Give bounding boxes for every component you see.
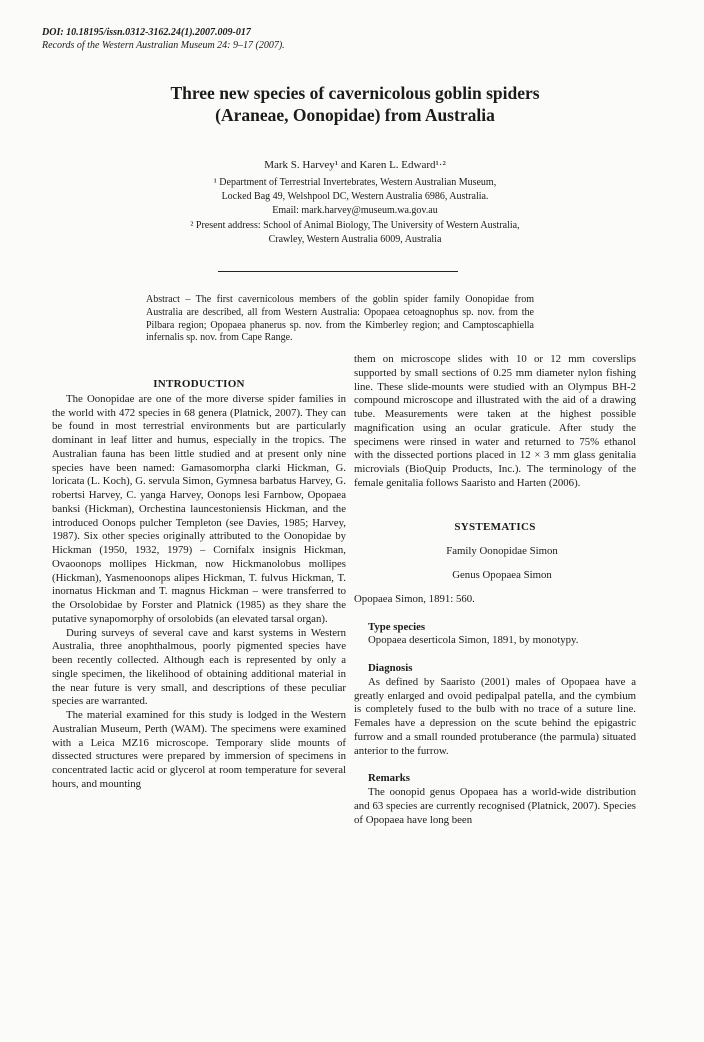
genus-heading: Genus Opopaea Simon: [452, 569, 552, 581]
left-column: [52, 378, 346, 792]
intro-continued-paragraph: them on microscope slides with 10 or 12 mm coverslips supported by small sections of 0.25 mm diameter nylon fishing line. These slide-mounts were studied with an Olympus BH-2 compound microscope and illustrated with the aid of a drawing tube. Measurements were taken at the highest possible magnification using an ocular graticule. After study the specimens were rinsed in water and returned to 75% ethanol with the dissected portions placed in 12 × 3 mm glass genitalia microvials (BioQuip Products, Inc.). The terminology of the female genitalia follows Saaristo and Harten (2006).: [354, 353, 636, 489]
journal-citation: Records of the Western Australian Museum 24: 9–17 (2007).: [42, 40, 285, 51]
systematics-heading: SYSTEMATICS: [454, 520, 536, 533]
diagnosis-text: As defined by Saaristo (2001) males of Opopaea have a greatly enlarged and ovoid pedipalpal patella, and the cymbium is completely fused to the bulb with no trace of a suture line. Females have a depression on the scute behind the epigastric furrow and a small rounded protuberance (the parmula) situated anterior to the furrow.: [354, 675, 636, 757]
genus-citation: Opopaea Simon, 1891: 560.: [354, 592, 475, 605]
affiliation-email: Email: mark.harvey@museum.wa.gov.au: [272, 205, 438, 217]
intro-paragraph: The material examined for this study is lodged in the Western Australian Museum, Perth (WAM). The specimens were examined with a Leica MZ16 microscope. Temporary slide mounts of dissected structures were prepared by immersion of specimens in concentrated lactic acid or glycerol at room temperature for several hours, and mounting: [52, 709, 346, 790]
affiliation-line: Locked Bag 49, Welshpool DC, Western Australia 6986, Australia.: [221, 191, 489, 203]
title-line-1: Three new species of cavernicolous goblin spiders: [170, 83, 540, 103]
type-species-text: Opopaea deserticola Simon, 1891, by monotypy.: [368, 634, 579, 647]
author-line: Mark S. Harvey¹ and Karen L. Edward¹·²: [264, 159, 446, 171]
abstract: Abstract – The first cavernicolous members of the goblin spider family Oonopidae from Australia are described, all from Western Australia: Opopaea cetoagnophus sp. nov. from the Pilbara region; Opopaea phanerus sp. nov. from the Kimberley region; and Camptoscaphiella infernalis sp. nov. from Cape Range.: [146, 294, 534, 344]
introduction-heading: INTRODUCTION: [153, 378, 245, 390]
intro-paragraph: The Oonopidae are one of the more diverse spider families in the world with 472 species in 68 genera (Platnick, 2007). They can be found in most terrestrial environments but are particularly dominant in leaf litter and humus, especially in the tropics. The Australian fauna has been little studied and at present only nine species have been named: Gamasomorpha clarki Hickman, G. loricata (L. Koch), G. servula Simon, Gymnesa barbatus Harvey, G. robertsi Harvey, C. yanga Harvey, Oonops lesi Farnbow, Opopaea banksi (Hickman), Orchestina launcestoniensis Hickman, and the introduced Oonops pulcher Templeton (see Davies, 1985; Harvey, 1987). Six other species originally attributed to the Oonopidae by Hickman (1950, 1932, 1979) – Cornifalx insignis Hickman, Ovaoonops mollipes Hickman, now Hickmanolobus mollipes (Hickman), Yasmenoonops alipes Hickman, T. fulvus Hickman, T. inornatus Hickman and T. magnus Hickman – were transferred to the Orsolobidae by Forster and Platnick (1985) as they share the putative synapomorphy of orsolobids (an elevated tarsal organ).: [52, 392, 346, 625]
article-title: [60, 82, 650, 126]
type-species-heading: Type species: [368, 620, 426, 633]
family-heading: Family Oonopidae Simon: [446, 545, 558, 558]
remarks-heading: Remarks: [368, 772, 410, 785]
diagnosis-heading: Diagnosis: [368, 662, 413, 674]
affiliation-line: ² Present address: School of Animal Biology, The University of Western Australia,: [190, 219, 520, 231]
affiliation-line: Crawley, Western Australia 6009, Australia: [268, 233, 442, 245]
right-column: [354, 353, 636, 827]
intro-paragraph: During surveys of several cave and karst systems in Western Australia, three anophthalmous, poorly pigmented species have been recently collected. Although each is represented by only a single specimen, the likelihood of obtaining additional material in the near future is very small, and descriptions of these peculiar species are warranted.: [52, 626, 346, 708]
affiliation-line: ¹ Department of Terrestrial Invertebrates, Western Australian Museum,: [213, 177, 497, 188]
affiliations: [60, 176, 650, 247]
running-header: [42, 26, 285, 52]
doi-line: DOI: 10.18195/issn.0312-3162.24(1).2007.009-017: [42, 27, 251, 38]
title-line-2: (Araneae, Oonopidae) from Australia: [215, 105, 495, 125]
title-divider: [218, 271, 458, 272]
remarks-text: The oonopid genus Opopaea has a world-wide distribution and 63 species are currently recognised (Platnick, 2007). Species of Opopaea have long been: [354, 786, 636, 826]
